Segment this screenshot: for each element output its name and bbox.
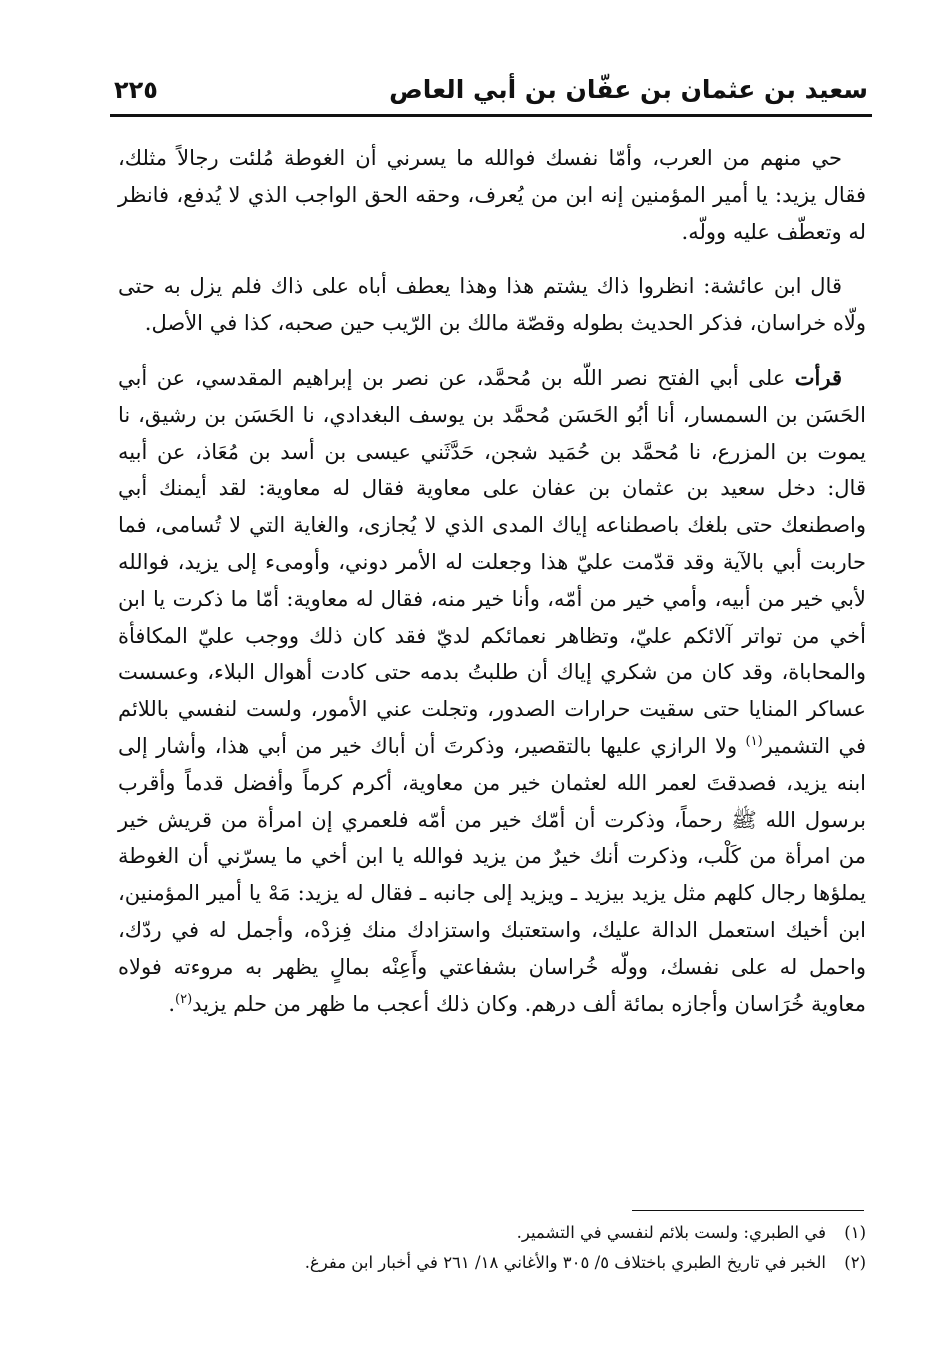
footnote-2 [118,1248,866,1278]
footnote-1-number: (١) [844,1223,866,1242]
footnotes [118,1218,866,1278]
footnote-ref-1[interactable]: (١) [745,733,763,749]
paragraph-1-text: حي منهم من العرب، وأمّا نفسك فوالله ما يسرني أن الغوطة مُلئت رجالاً مثلك، فقال يزيد: يا أمير المؤمنين إنه ابن من يُعرف، وحقه الحق الواجب الذي لا يُدفع، فانظر له وتعطّف عليه وولّه. [118,146,866,244]
footnote-divider [632,1210,864,1211]
header-title: سعيد بن عثمان بن عفّان بن أبي العاص [389,75,868,104]
main-text [118,140,866,1040]
paragraph-2 [118,268,866,342]
running-header [110,70,872,117]
paragraph-1 [118,140,866,250]
footnote-2-number: (٢) [844,1253,866,1272]
footnote-1 [118,1218,866,1248]
paragraph-3-text-end: . [168,991,176,1016]
footnote-ref-2[interactable]: (٢) [175,991,193,1007]
paragraph-3-text-b: ولا الرازي عليها بالتقصير، وذكرتَ أن أباك خير من أبي هذا، وأشار إلى ابنه يزيد، فصدقتَ لعمر الله لعثمان خير من معاوية، أكرم كرماً وأفضل قدماً وأقرب برسول الله ﷺ رحماً، وذكرت أن أمّك خير من أمّه فلعمري إن امرأة من قريش خير من امرأة من كَلْب، وذكرت أنك خيرٌ من يزيد فوالله يا ابن أخي ما يسرّني أن الغوطة يملؤها رجال كلهم مثل يزيد بيزيد ـ ويزيد إلى جانبه ـ فقال له يزيد: مَهْ يا أمير المؤمنين، ابن أخيك استعمل الدالة عليك، واستعتبك واستزادك منك فِزدْه، وأجمل له في ردّك، واحمل له على نفسك، وولّه خُراسان بشفاعتي وأَعِنْه بمالٍ يظهر به مروءته فولاه معاوية خُرَاسان وأجازه بمائة ألف درهم. وكان ذلك أعجب ما ظهر من حلم يزيد [118,733,866,1016]
footnote-2-text: الخبر في تاريخ الطبري باختلاف ٥/ ٣٠٥ والأغاني ١٨/ ٢٦١ في أخبار ابن مفرغ. [304,1253,826,1272]
paragraph-3-text-a: على أبي الفتح نصر اللّه بن مُحمَّد، عن نصر بن إبراهيم المقدسي، عن أبي الحَسَن بن السمسار، أنا أبُو الحَسَن مُحمَّد بن يوسف البغدادي، نا الحَسَن بن رشيق، نا يموت بن المزرع، نا مُحمَّد بن حُمَيد شجن، حَدَّثَني عيسى بن أسد بن مُعَاذ، عن أبيه قال: دخل سعيد بن عثمان بن عفان على معاوية فقال له معاوية: لقد أيمنك أبي واصطنعك حتى بلغك باصطناعه إياك المدى الذي لا يُجازى، والغاية التي لا تُسامى، فما حاربت أبي بالآية وقد قدّمت عليّ هذا وجعلت له الأمر دوني، وأومىء إلى يزيد، فوالله لأبي خير من أبيه، وأمي خير من أمّه، وأنا خير منه، فقال له معاوية: أمّا ما ذكرت يا ابن أخي من تواتر آلائكم عليّ، وتظاهر نعمائكم لديّ فقد كان ذلك ووجب عليّ المكافأة والمحاباة، وقد كان من شكري إياك أن طلبتُ بدمه حتى كادت أهوال البلاء، وعسست عساكر المنايا حتى سقيت حرارات الصدور، وتجلت عني الأمور، ولست لنفسي باللائم في التشمير [118,365,866,758]
page-number: ٢٢٥ [114,76,158,104]
footnote-1-text: في الطبري: ولست بلائم لنفسي في التشمير. [516,1223,826,1242]
paragraph-2-text: قال ابن عائشة: انظروا ذاك يشتم هذا وهذا يعطف أباه على ذاك فلم يزل به حتى ولّاه خراسان، فذكر الحديث بطوله وقصّة مالك بن الرّيب حين صحبه، كذا في الأصل. [118,274,866,336]
paragraph-3 [118,360,866,1022]
paragraph-3-lead: قرأت [794,364,842,390]
